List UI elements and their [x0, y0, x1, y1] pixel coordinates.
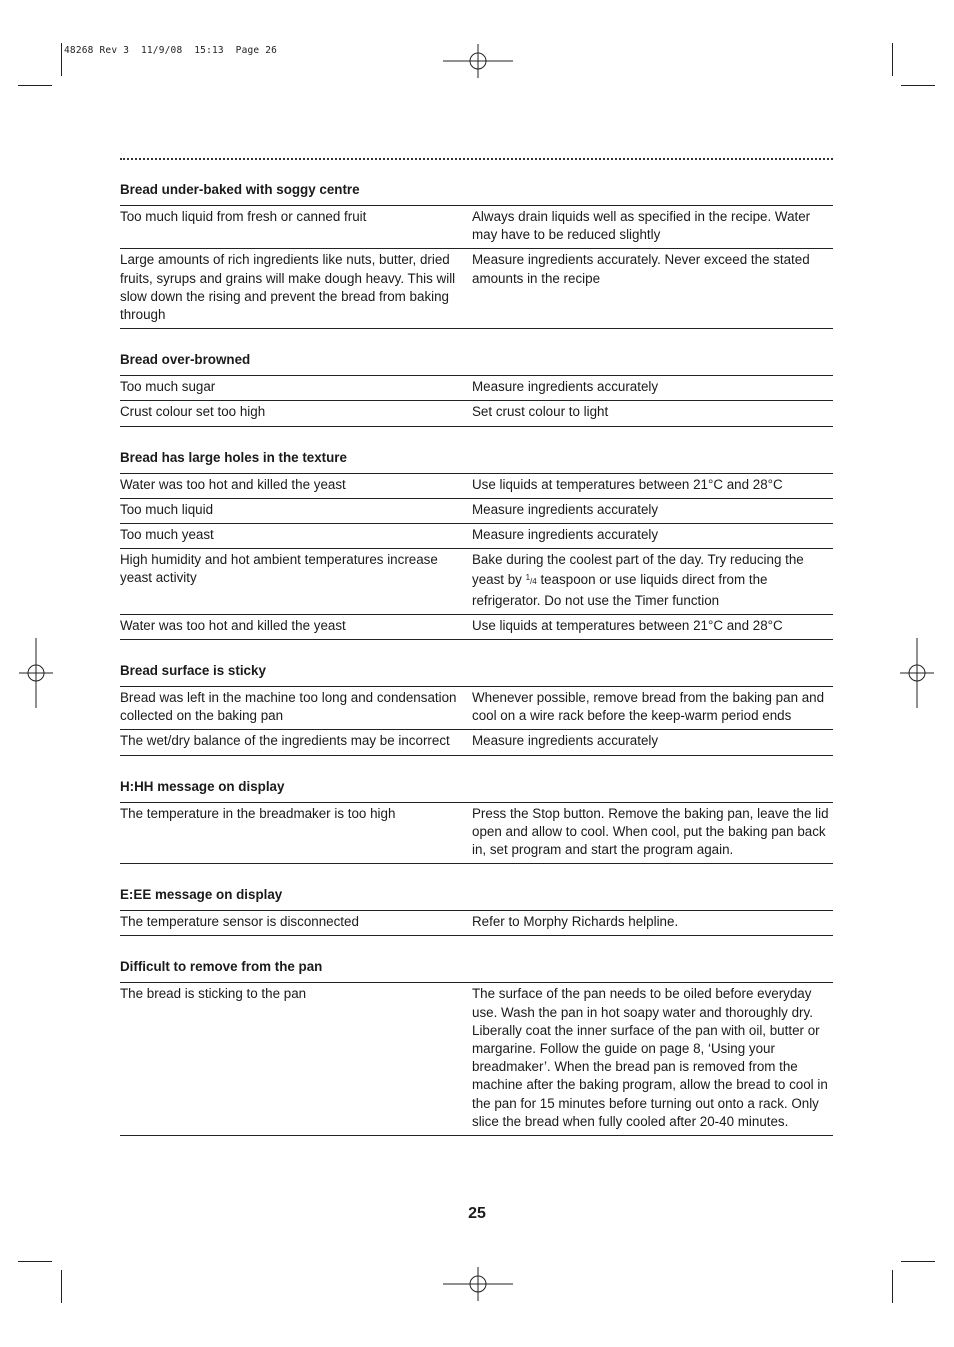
table-row: [120, 498, 833, 523]
cause-cell: The temperature sensor is disconnected: [120, 914, 359, 930]
remedy-cell: Use liquids at temperatures between 21°C and 28°C: [472, 476, 783, 492]
remedy-cell: [472, 551, 833, 610]
print-slug: 48268 Rev 3 11/9/08 15:13 Page 26: [64, 45, 278, 56]
section-title: Bread has large holes in the texture: [120, 449, 347, 465]
remedy-text: Bake during the coolest part of the day. Try reducing the yeast by: [472, 552, 804, 588]
section-title: Bread surface is sticky: [120, 663, 266, 679]
remedy-cell: Measure ingredients accurately. Never exceed the stated amounts in the recipe: [472, 252, 810, 286]
troubleshooting-content: [120, 158, 833, 1158]
section-title: Bread over-browned: [120, 352, 251, 368]
table-row: [120, 375, 833, 400]
remedy-cell: Whenever possible, remove bread from the baking pan and cool on a wire rack before the keep-warm period ends: [472, 690, 825, 724]
cause-cell: Too much liquid from fresh or canned fruit: [120, 209, 367, 224]
table-row: [120, 248, 833, 329]
table-row: [120, 473, 833, 498]
section-over-browned: [120, 351, 833, 426]
section-large-holes: [120, 449, 833, 640]
crop-mark: [901, 1261, 935, 1262]
table-row: [120, 205, 833, 248]
troubleshoot-table: [120, 375, 833, 426]
table-row: [120, 802, 833, 865]
registration-mark-icon: [882, 638, 952, 708]
cause-cell: The wet/dry balance of the ingredients may be incorrect: [120, 733, 450, 749]
section-title: Bread under-baked with soggy centre: [120, 182, 360, 197]
cause-cell: The temperature in the breadmaker is too high: [120, 805, 396, 821]
section-sticky-surface: [120, 662, 833, 756]
troubleshoot-table: [120, 982, 833, 1136]
dotted-divider: [120, 158, 833, 160]
cause-cell: Too much sugar: [120, 379, 216, 395]
crop-mark: [18, 85, 52, 86]
troubleshoot-table: [120, 802, 833, 865]
troubleshoot-table: [120, 473, 833, 640]
troubleshoot-table: [120, 205, 833, 329]
cause-cell: Crust colour set too high: [120, 404, 266, 420]
troubleshoot-table: [120, 910, 833, 936]
table-row: [120, 614, 833, 640]
troubleshoot-table: [120, 686, 833, 756]
registration-mark-icon: [443, 26, 513, 96]
remedy-cell: Measure ingredients accurately: [472, 379, 659, 395]
crop-mark: [18, 1261, 52, 1262]
table-row: [120, 686, 833, 729]
table-row: [120, 729, 833, 755]
table-row: [120, 982, 833, 1136]
cause-cell: The bread is sticking to the pan: [120, 986, 307, 1002]
remedy-cell: Press the Stop button. Remove the baking pan, leave the lid open and allow to cool. When cool, put the baking pan back in, set program and start the program again.: [472, 805, 829, 858]
crop-mark: [901, 85, 935, 86]
remedy-cell: Measure ingredients accurately: [472, 501, 659, 517]
section-difficult-removal: [120, 958, 833, 1136]
cause-cell: Too much yeast: [120, 527, 214, 543]
registration-mark-icon: [1, 638, 71, 708]
page-number: 25: [468, 1205, 486, 1222]
remedy-cell: Set crust colour to light: [472, 404, 609, 420]
cause-cell: Water was too hot and killed the yeast: [120, 476, 346, 492]
section-title: E:EE message on display: [120, 887, 283, 903]
registration-mark-icon: [443, 1249, 513, 1319]
section-under-baked: [120, 181, 833, 329]
remedy-cell: Refer to Morphy Richards helpline.: [472, 914, 679, 930]
fraction-denominator: /4: [530, 577, 537, 587]
remedy-cell: Measure ingredients accurately: [472, 733, 659, 749]
cause-cell: Bread was left in the machine too long and condensation collected on the baking pan: [120, 690, 457, 724]
section-title: Difficult to remove from the pan: [120, 959, 323, 975]
cause-cell: Water was too hot and killed the yeast: [120, 617, 346, 633]
crop-mark: [61, 1270, 62, 1303]
section-eee-message: [120, 886, 833, 936]
cause-cell: High humidity and hot ambient temperatures increase yeast activity: [120, 552, 438, 586]
table-row: [120, 910, 833, 936]
crop-mark: [892, 1270, 893, 1303]
table-row: [120, 548, 833, 614]
cause-cell: Too much liquid: [120, 501, 214, 517]
remedy-text: teaspoon or use liquids direct from the refrigerator. Do not use the Timer function: [472, 572, 768, 608]
table-row: [120, 523, 833, 548]
fraction-numerator: 1: [525, 573, 531, 583]
table-row: [120, 400, 833, 426]
section-hhh-message: [120, 778, 833, 865]
section-title: H:HH message on display: [120, 778, 285, 794]
crop-mark: [892, 43, 893, 76]
remedy-cell: Use liquids at temperatures between 21°C and 28°C: [472, 617, 783, 633]
remedy-cell: Measure ingredients accurately: [472, 527, 659, 543]
fraction-quarter: [525, 573, 537, 587]
crop-mark: [61, 43, 62, 76]
remedy-cell: The surface of the pan needs to be oiled before everyday use. Wash the pan in hot soapy water and thoroughly dry. Liberally coat the inner surface of the pan with oil, butter or margarine. Follow the guide on page 8, ‘Using your breadmaker’. When the bread pan is removed from the machine after the baking program, allow the bread to cool in the pan for 15 minutes before turning out onto a rack. Only slice the bread when fully cooled after 20-40 minutes.: [472, 986, 828, 1129]
remedy-cell: Always drain liquids well as specified in the recipe. Water may have to be reduced slightly: [472, 209, 811, 243]
cause-cell: Large amounts of rich ingredients like nuts, butter, dried fruits, syrups and grains will make dough heavy. This will slow down the rising and prevent the bread from baking through: [120, 252, 456, 323]
